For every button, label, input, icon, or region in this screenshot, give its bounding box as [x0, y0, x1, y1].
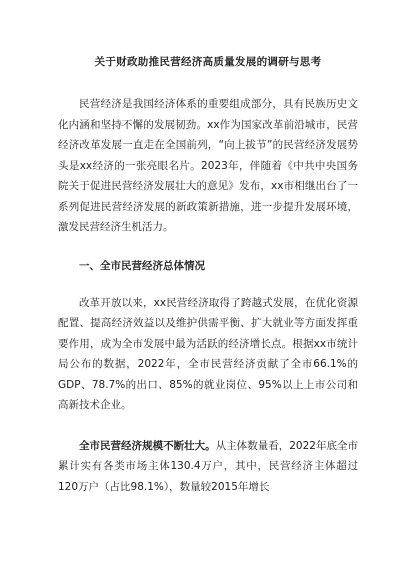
intro-paragraph: 民营经济是我国经济体系的重要组成部分，具有民族历史文化内涵和坚持不懈的发展韧劲。xx作为国家改革前沿城市，民营经济改革发展一直走在全国前列，“向上拔节”的民营经济发展势头是xx经济的一张亮眼名片。2023年，伴随着《中共中央国务院关于促进民营经济发展壮大的意见》发布，xx市相继出台了一系列促进民营经济发展的新政策新措施，进一步提升发展环境，激发民营经济生机活力。: [58, 98, 358, 233]
paragraph-text: 从主体数量看，2022年底全市累计实有各类市场主体130.4万户，其中，民营经济主体超过120万户（占比98.1%），数量较2015年增长: [58, 439, 358, 493]
section-heading: 一、全市民营经济总体情况: [79, 259, 205, 272]
body-paragraph: 改革开放以来，xx民营经济取得了跨越式发展，在优化资源配置、提高经济效益以及维护供需平衡、扩大就业等方面发挥重要作用，成为全市发展中最为活跃的经济增长点。根据xx市统计局公布的数据，2022年，全市民营经济贡献了全市66.1%的GDP、78.7%的出口、85%的就业岗位、95%以上上市公司和高新技术企业。: [58, 296, 358, 411]
body-paragraph-lead: [58, 436, 358, 498]
paragraph-lead-sentence: 全市民营经济规模不断壮大。: [79, 439, 216, 452]
document-title: 关于财政助推民营经济高质量发展的调研与思考: [94, 56, 322, 68]
